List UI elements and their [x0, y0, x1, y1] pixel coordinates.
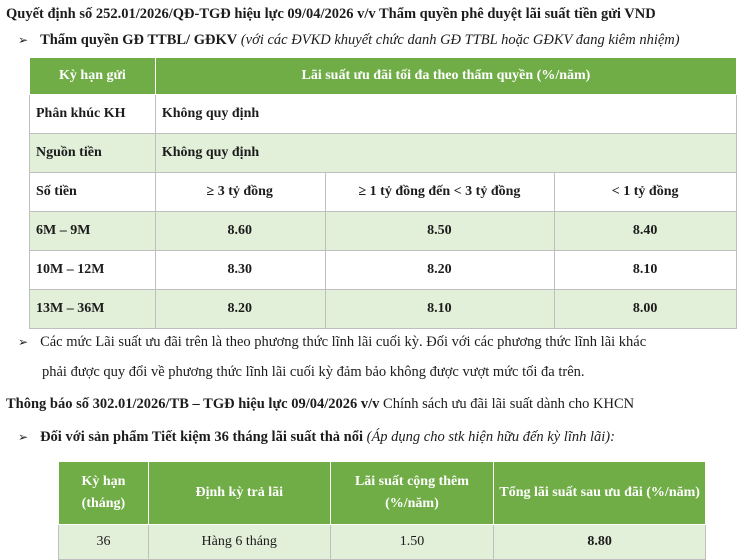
rate-cell: 8.10	[555, 251, 737, 290]
header-term-months: Kỳ hạn (tháng)	[59, 462, 149, 525]
amount-tier-1: ≥ 3 tỷ đồng	[155, 173, 325, 212]
amount-tier-3: < 1 tỷ đồng	[555, 173, 737, 212]
authority-rate-table	[29, 57, 737, 329]
row-term: 13M – 36M	[30, 290, 156, 329]
payment-period-value: Hàng 6 tháng	[148, 525, 330, 560]
rate-cell: 8.00	[555, 290, 737, 329]
announcement-title-rest: Chính sách ưu đãi lãi suất dành cho KHCN	[379, 396, 635, 412]
header-added-rate: Lãi suất cộng thêm (%/năm)	[330, 462, 494, 525]
source-value: Không quy định	[155, 134, 736, 173]
source-label: Nguồn tiền	[30, 134, 156, 173]
authority-line	[18, 32, 680, 49]
row-term: 6M – 9M	[30, 212, 156, 251]
announcement-title	[6, 396, 634, 413]
authority-label: Thẩm quyền GĐ TTBL/ GĐKV	[40, 32, 238, 48]
arrow-bullet-icon: ➢	[18, 430, 29, 444]
note-line-1	[18, 334, 646, 351]
total-rate-value: 8.80	[494, 525, 706, 560]
decision-title: Quyết định số 252.01/2026/QĐ-TGĐ hiệu lực 09/04/2026 v/v Thẩm quyền phê duyệt lãi suất tiền gửi VND	[6, 6, 656, 22]
table-row	[30, 251, 737, 290]
arrow-bullet-icon: ➢	[18, 335, 29, 349]
header-total-rate: Tổng lãi suất sau ưu đãi (%/năm)	[494, 462, 706, 525]
added-rate-value: 1.50	[330, 525, 494, 560]
rate-cell: 8.20	[155, 290, 325, 329]
row-term: 10M – 12M	[30, 251, 156, 290]
note-line-2: phải được quy đổi về phương thức lĩnh lãi cuối kỳ đảm bảo không được vượt mức tối đa trên.	[42, 364, 585, 380]
term-value: 36	[59, 525, 149, 560]
segment-value: Không quy định	[155, 95, 736, 134]
authority-note: (với các ĐVKD khuyết chức danh GĐ TTBL hoặc GĐKV đang kiêm nhiệm)	[240, 32, 680, 48]
header-payment-period: Định kỳ trả lãi	[148, 462, 330, 525]
product-line	[18, 429, 615, 446]
announcement-title-bold: Thông báo số 302.01/2026/TB – TGĐ hiệu lực 09/04/2026 v/v	[6, 396, 380, 412]
product-note: (Áp dụng cho stk hiện hữu đến kỳ lĩnh lãi):	[363, 429, 615, 445]
table-row	[30, 212, 737, 251]
product-title: Đối với sản phẩm Tiết kiệm 36 tháng lãi suất thả nổi	[40, 429, 363, 445]
note-text-1: Các mức Lãi suất ưu đãi trên là theo phương thức lĩnh lãi cuối kỳ. Đối với các phương thức lĩnh lãi khác	[40, 334, 647, 350]
amount-label: Số tiền	[30, 173, 156, 212]
amount-tier-2: ≥ 1 tỷ đồng đến < 3 tỷ đồng	[325, 173, 555, 212]
rate-cell: 8.40	[555, 212, 737, 251]
table-row	[59, 525, 706, 560]
table-row	[30, 290, 737, 329]
promotion-rate-table	[58, 461, 706, 560]
rate-cell: 8.10	[325, 290, 555, 329]
rate-cell: 8.20	[325, 251, 555, 290]
segment-label: Phân khúc KH	[30, 95, 156, 134]
header-max-rate: Lãi suất ưu đãi tối đa theo thẩm quyền (%/năm)	[155, 58, 736, 95]
rate-cell: 8.30	[155, 251, 325, 290]
rate-cell: 8.60	[155, 212, 325, 251]
rate-cell: 8.50	[325, 212, 555, 251]
header-term: Kỳ hạn gửi	[30, 58, 156, 95]
arrow-bullet-icon: ➢	[18, 33, 29, 47]
